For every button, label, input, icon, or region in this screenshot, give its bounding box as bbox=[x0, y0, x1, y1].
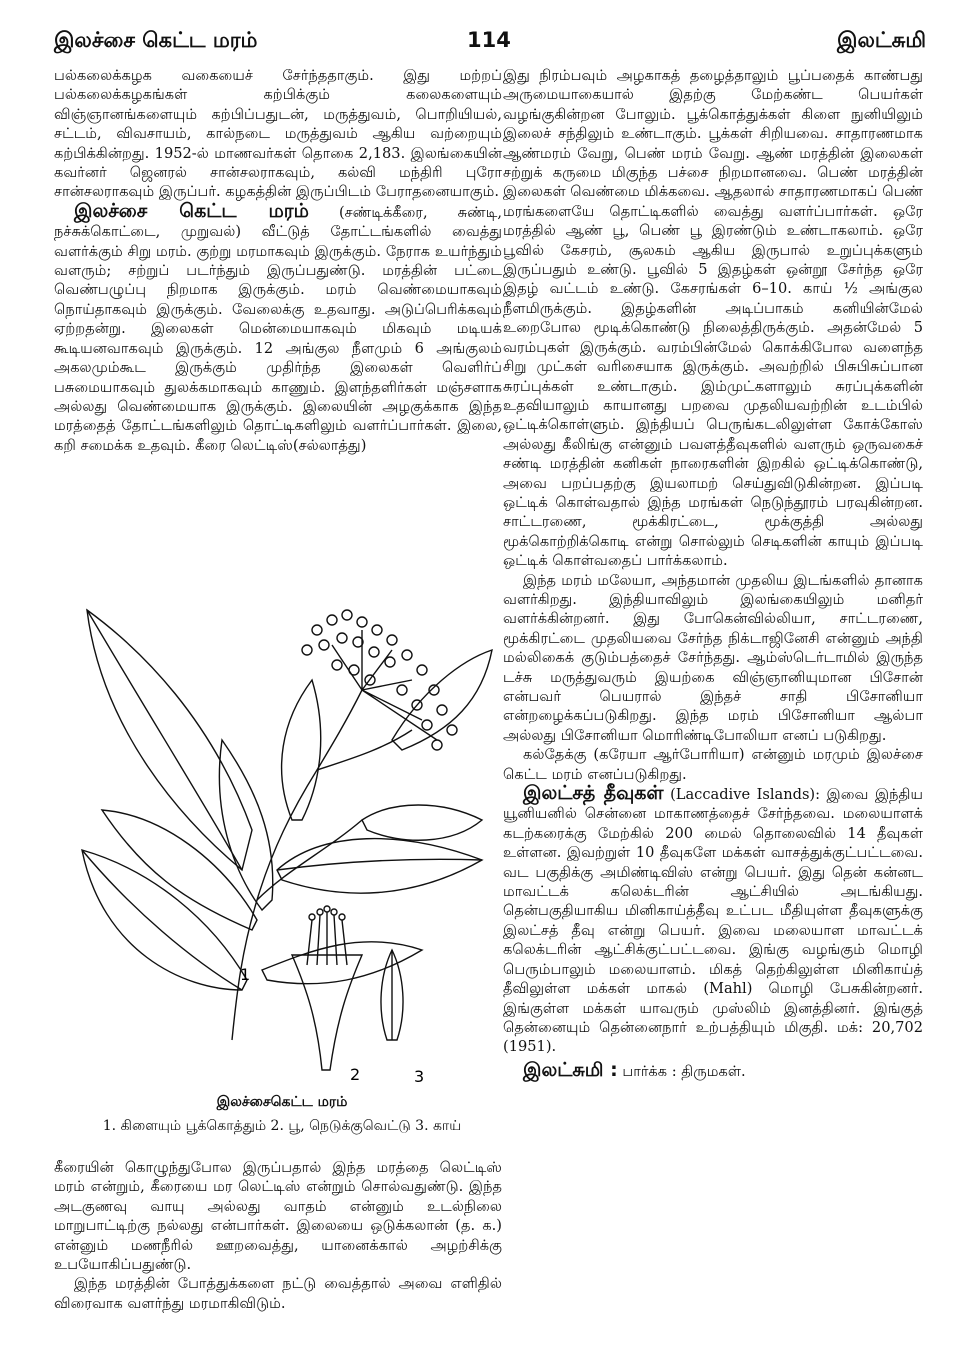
entry-body: (சண்டிக்கீரை, சுண்டி, நச்சுக்கொட்டை, முறுவல்) வீட்டுத் தோட்டங்களில் வைத்து வளர்க்கும் சிறு மரம். குற்று மரமாகவும் இருக்கும். நேராக உயர்ந்தும் வளரும்; சற்றுப் படர்ந்தும் இருப்பதுண்டு. மரத்தின் பட்டை வெண்பழுப்பு நிறமாக இருக்கும். மரம் வெண்மையாகவும் நொய்தாகவும் இருக்கும். வேலைக்கு உதவாது. அடுப்பெரிக்கவும் ஏற்றதன்று. இலைகள் மென்மையாகவும் மிகவும் மடியக் கூடியனவாகவும் இருக்கும். 12 அங்குல நீளமும் 6 அங்குலம் அகலமும்கூட இருக்கும் முதிர்ந்த இலைகள் வெளிர்ப் பசுமையாகவும் துலக்கமாகவும் காணும். இளந்தளிர்கள் மஞ்சளாக அல்லது வெண்மையாக இருக்கும். இலையின் அழகுக்காக இந்த மரத்தைத் தோட்டங்களிலும் தொட்டிகளிலும் வளர்ப்பார்கள். இலை, கறி சமைக்க உதவும். கீரை லெட்டிஸ்(சல்லாத்து) bbox=[54, 203, 502, 454]
left-column-lower bbox=[54, 1158, 502, 1313]
entry-title: இலட்சுமி : bbox=[523, 1058, 618, 1081]
paragraph: பல்கலைக்கழக வகையைச் சேர்ந்ததாகும். இது மற்றப் பல்கலைக்கழகங்கள் கற்பிக்கும் கலைகளையும் விஞ்ஞானங்களையும் கற்பிப்பதுடன், மருத்துவம், பொறியியல், சட்டம், விவசாயம், கால்நடை மருத்துவம் ஆகிய வற்றையும் கற்பிக்கின்றது. 1952-ல் மாணவர்கள் தொகை 2,183. இலங்கையின் கவர்னர் ஜெனரல் சான்சலராகவும், கல்வி மந்திரி புரோ சான்சலராகவும் இருப்பர். கழகத்தின் இருப்பிடம் பேராதனையாகும். bbox=[54, 67, 502, 201]
entry-paragraph bbox=[54, 199, 502, 455]
flower-cluster bbox=[302, 610, 457, 750]
entry-paragraph bbox=[503, 784, 923, 1057]
leaf bbox=[392, 650, 492, 750]
leaf bbox=[262, 942, 422, 984]
branch-stem bbox=[317, 730, 412, 770]
figure-caption: இலச்சைகெட்ட மரம் bbox=[216, 1094, 348, 1110]
entry-english-title: (Laccadive Islands): bbox=[670, 786, 821, 804]
figure-label-1: 1 bbox=[240, 965, 251, 984]
fruit-drawing bbox=[381, 950, 403, 1040]
entry-paragraph bbox=[503, 1058, 923, 1081]
leaf bbox=[219, 740, 272, 910]
leaf bbox=[87, 610, 252, 870]
entry-title: இலட்சத் தீவுகள் bbox=[523, 782, 664, 805]
left-column bbox=[54, 66, 502, 455]
paragraph: இந்த மரத்தின் போத்துக்களை நட்டு வைத்தால் அவை எளிதில் விரைவாக வளர்ந்து மரமாகிவிடும். bbox=[54, 1275, 502, 1312]
running-head-right: இலட்சுமி bbox=[837, 28, 926, 52]
entry-body: இவை இந்திய யூனியனில் சென்னை மாகாணத்தைச் சேர்ந்தவை. மலையாளக் கடற்கரைக்கு மேற்கில் 200 மைல் தொலைவில் 14 தீவுகள் உள்ளன. இவற்றுள் 10 தீவுகளே மக்கள் வாசத்துக்குட்பட்டவை. வட பகுதிக்கு அமிண்டிவிஸ் என்று பெயர். இது தென் கன்னட மாவட்டக் கலெக்டரின் ஆட்சியில் அடங்கியது. தென்பகுதியாகிய மினிகாய்த்தீவு உட்பட மீதியுள்ள தீவுகளுக்கு இலட்சத் தீவு என்று பெயர். இவை மலையாள மாவட்டக் கலெக்டரின் ஆட்சிக்குட்பட்டவை. இங்கு வழங்கும் மொழி பெரும்பாலும் மலையாளம். மிகத் தெற்கிலுள்ள மினிகாய்த் தீவிலுள்ள மக்கள் மாகல் (Mahl) மொழி பேசுகின்றனர். இங்குள்ள மக்கள் யாவரும் முஸ்லிம் இனத்தினர். இங்குத் தென்னையும் தென்னைநார் உற்பத்தியும் மிகுதி. மக்: 20,702 (1951). bbox=[503, 786, 924, 1056]
right-column bbox=[503, 66, 923, 1081]
leaf bbox=[282, 680, 321, 820]
paragraph: கல்தேக்கு (கரேயா ஆர்போரியா) என்னும் மரமும் இலச்சை கெட்ட மரம் எனப்படுகிறது. bbox=[503, 746, 923, 783]
entry-body: பார்க்க : திருமகள். bbox=[622, 1062, 746, 1080]
flower-section-drawing bbox=[292, 906, 362, 1070]
leaf-vein bbox=[82, 850, 242, 990]
leaf bbox=[362, 805, 482, 840]
figure-label-2: 2 bbox=[350, 1065, 361, 1084]
leaf-vein bbox=[87, 610, 242, 870]
figure-label-3: 3 bbox=[414, 1067, 425, 1086]
paragraph: இந்த மரம் மலேயா, அந்தமான் முதலிய இடங்களில் தானாக வளர்கிறது. இந்தியாவிலும் இலங்கையிலும் மனிதர் வளர்க்கின்றனர். இது போகென்வில்லியா, சாட்டரணை, மூக்கிரட்டை முதலியவை சேர்ந்த நிக்டாஜினேசி என்னும் அந்தி மல்லிகைக் குடும்பத்தைச் சேர்ந்தது. ஆம்ஸ்டெர்டாமில் இருந்த டச்சு மருத்துவரும் இயற்கை விஞ்ஞானியுமான பிசோன் என்பவர் பெயரால் இந்தச் சாதி பிசோனியா என்றழைக்கப்படுகிறது. இந்த மரம் பிசோனியா ஆல்பா அல்லது பிசோனியா மொரிண்டிபோலியா எனப் படுகிறது. bbox=[503, 571, 923, 744]
leaf bbox=[82, 850, 247, 990]
page-number: 114 bbox=[467, 28, 511, 52]
paragraph: கீரையின் கொழுந்துபோல இருப்பதால் இந்த மரத்தை லெட்டிஸ் மரம் என்றும், கீரையை மர லெட்டிஸ் என்றும் சொல்வதுண்டு. இந்த அடகுணவு வாயு அல்லது வாதம் என்னும் உடல்நிலை மாறுபாட்டிற்கு நல்லது என்பார்கள். இலையை ஒடுக்கலான் (த. க.) என்னும் மணநீரில் ஊறவைத்து, யானைக்கால் அழற்சிக்கு உபயோகிப்பதுண்டு. bbox=[54, 1159, 502, 1274]
leaf-vein bbox=[277, 859, 482, 870]
branch-stem bbox=[232, 690, 362, 1040]
running-head-left: இலச்சை கெட்ட மரம் bbox=[54, 28, 258, 52]
figure-legend: 1. கிளையும் பூக்கொத்தும் 2. பூ, நெடுக்குவெட்டு 3. காய் bbox=[102, 1118, 462, 1134]
entry-title: இலச்சை கெட்ட மரம் bbox=[74, 199, 309, 222]
leaf bbox=[102, 810, 257, 930]
plant-illustration bbox=[62, 570, 502, 1090]
paragraph: இது நிரம்பவும் அழகாகத் தழைத்தாலும் பூப்பதைக் காண்பது அருமையாகையால் இதற்கு மேற்கண்ட பெயர்கள் வழங்குகின்றன போலும். பூக்கொத்துக்கள் கிளை நுனியிலும் இலைச் சந்திலும் உண்டாகும். பூக்கள் சிறியவை. சாதாரணமாக ஆண்மரம் வேறு, பெண் மரம் வேறு. ஆண் மரத்தின் இலைகள் சற்றுக் கருமை மிகுந்த பச்சை நிறமானவை. பெண் மரத்தின் இலைகள் வெண்மை மிக்கவை. ஆதலால் சாதாரணமாகப் பெண் மரங்களையே தொட்டிகளில் வைத்து வளர்ப்பார்கள். ஒரே மரத்தில் ஆண் பூ, பெண் பூ இரண்டும் உண்டாகலாம். ஒரே பூவில் கேசரம், சூலகம் ஆகிய இருபால் உறுப்புக்களும் இருப்பதும் உண்டு. பூவில் 5 இதழ்கள் ஒன்றூ சேர்ந்த ஒரே இதழ் வட்டம் உண்டு. கேசரங்கள் 6–10. காய் ½ அங்குல நீளமிருக்கும். இதழ்களின் அடிப்பாகம் கனியின்மேல் உறைபோல மூடிக்கொண்டு நிலைத்திருக்கும். அதன்மேல் 5 வரம்புகள் இருக்கும். வரம்பின்மேல் கொக்கிபோல வளைந்த சிறு முட்கள் வரிசையாக இருக்கும். அவற்றில் பிசுபிசுப்பான சுரப்புக்கள் உண்டாகும். இம்முட்களாலும் சுரப்புக்களின் உதவியாலும் காயானது பறவை முதலியவற்றின் உடம்பில் ஒட்டிக்கொள்ளும். இந்தியப் பெருங்கடலிலுள்ள கோக்கோஸ் அல்லது கீலிங்கு என்னும் பவளத்தீவுகளில் வளரும் ஒருவகைச் சண்டி மரத்தின் கனிகள் நாரைகளின் இறகில் ஒட்டிக்கொண்டு, அவை பறப்பதற்கு இயலாமற் செய்துவிடுகின்றன. இப்படி ஒட்டிக் கொள்வதால் இந்த மரங்கள் நெடுந்தூரம் பரவுகின்றன. சாட்டரணை, மூக்கிரட்டை, மூக்குத்தி அல்லது மூக்கொற்றிக்கொடி என்று சொல்லும் செடிகளின் காயும் இப்படி ஒட்டிக் கொள்வதைப் பார்க்கலாம். bbox=[503, 67, 923, 570]
